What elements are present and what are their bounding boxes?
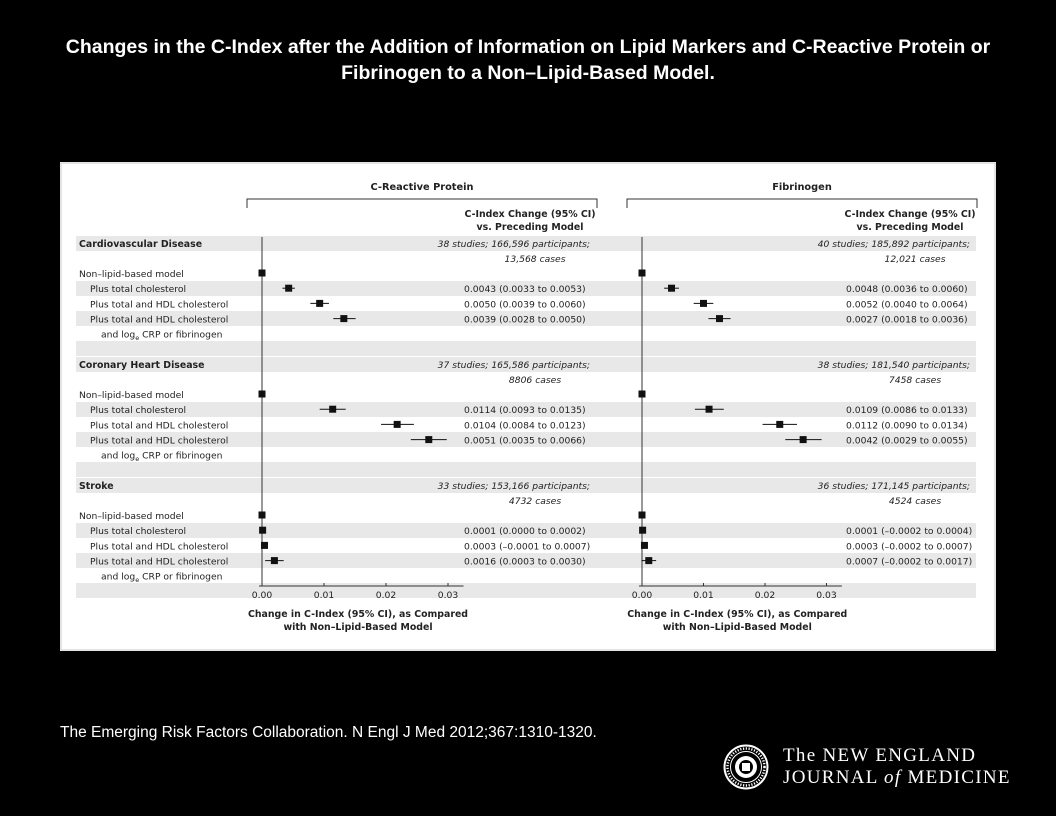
row-label-subscript: e	[135, 455, 140, 464]
row-label: Plus total and HDL cholesterol	[90, 314, 229, 326]
ci-text: 0.0001 (–0.0002 to 0.0004)	[846, 526, 973, 538]
x-tick-label: 0.01	[693, 590, 714, 601]
x-axis-label-line1: Change in C-Index (95% CI), as Compared	[627, 609, 848, 620]
point-marker	[259, 512, 266, 519]
journal-line-1: The NEW ENGLAND	[783, 745, 977, 766]
panel-title: Fibrinogen	[772, 182, 832, 193]
group-name: Cardiovascular Disease	[79, 239, 203, 250]
ci-text: 0.0043 (0.0033 to 0.0053)	[464, 284, 586, 296]
x-axis-label-line2: with Non–Lipid-Based Model	[283, 622, 433, 633]
x-axis-label-line2: with Non–Lipid-Based Model	[662, 622, 812, 633]
point-marker	[340, 315, 347, 322]
point-marker	[259, 270, 266, 277]
ci-text: 0.0003 (–0.0002 to 0.0007)	[846, 541, 973, 553]
x-tick-label: 0.03	[816, 590, 837, 601]
point-marker	[271, 557, 278, 564]
column-header-line2: vs. Preceding Model	[856, 222, 964, 233]
ci-text: 0.0003 (–0.0001 to 0.0007)	[464, 541, 591, 553]
x-tick-label: 0.00	[251, 590, 273, 601]
point-marker	[776, 421, 783, 428]
ci-text: 0.0007 (–0.0002 to 0.0017)	[846, 556, 973, 568]
group-info-line1: 37 studies; 165,586 participants;	[437, 360, 590, 371]
slide-title: Changes in the C-Index after the Addition of Information on Lipid Markers and C-Reactive Protein or Fibrinogen to a Non–Lipid-Based Model.	[65, 36, 991, 84]
ci-text: 0.0052 (0.0040 to 0.0064)	[846, 299, 968, 311]
ci-text: 0.0016 (0.0003 to 0.0030)	[464, 556, 586, 568]
point-marker	[285, 285, 292, 292]
row-stripe	[76, 462, 976, 477]
journal-word-of: of	[884, 767, 902, 788]
point-marker	[668, 285, 675, 292]
point-marker	[706, 406, 713, 413]
ci-text: 0.0048 (0.0036 to 0.0060)	[846, 284, 968, 296]
row-label: Plus total cholesterol	[90, 526, 187, 538]
group-info-line2: 13,568 cases	[504, 254, 566, 265]
ci-text: 0.0112 (0.0090 to 0.0134)	[846, 420, 968, 432]
column-header-line2: vs. Preceding Model	[476, 222, 584, 233]
row-label-line2: and $\log_e$ CRP or fibrinogen	[101, 571, 223, 585]
journal-word-medicine: MEDICINE	[907, 767, 1011, 788]
point-marker	[639, 270, 646, 277]
row-label: Plus total and HDL cholesterol	[90, 420, 229, 432]
group-info-line2: 12,021 cases	[884, 254, 946, 265]
ci-text: 0.0050 (0.0039 to 0.0060)	[464, 299, 586, 311]
point-marker	[316, 300, 323, 307]
forest-plot-svg	[60, 162, 996, 651]
point-marker	[639, 391, 646, 398]
forest-plot-panel	[60, 162, 996, 651]
column-header-line1: C-Index Change (95% CI)	[844, 209, 976, 220]
row-label-rest: CRP or fibrinogen	[139, 329, 223, 341]
journal-word-journal: JOURNAL	[783, 767, 878, 788]
x-tick-label: 0.03	[437, 590, 459, 601]
column-header-line1: C-Index Change (95% CI)	[464, 209, 596, 220]
x-axis-label-line1: Change in C-Index (95% CI), as Compared	[247, 609, 469, 620]
point-marker	[641, 542, 648, 549]
row-label: Plus total and HDL cholesterol	[90, 435, 229, 447]
row-label: Plus total and HDL cholesterol	[90, 541, 229, 553]
panel-title: C-Reactive Protein	[370, 182, 474, 193]
nejm-wordmark	[783, 745, 1011, 789]
point-marker	[259, 391, 266, 398]
point-marker	[259, 527, 266, 534]
group-info-line2: 4524 cases	[888, 496, 942, 507]
group-info-line2: 8806 cases	[508, 375, 562, 386]
row-label-rest: CRP or fibrinogen	[139, 571, 223, 583]
point-marker	[329, 406, 336, 413]
row-label: Plus total and HDL cholesterol	[90, 556, 229, 568]
point-marker	[394, 421, 401, 428]
ci-text: 0.0051 (0.0035 to 0.0066)	[464, 435, 586, 447]
point-marker	[645, 557, 652, 564]
ci-text: 0.0042 (0.0029 to 0.0055)	[846, 435, 968, 447]
citation: The Emerging Risk Factors Collaboration. N Engl J Med 2012;367:1310-1320.	[60, 724, 597, 741]
group-name: Coronary Heart Disease	[79, 360, 205, 371]
x-tick-label: 0.01	[313, 590, 335, 601]
group-name: Stroke	[79, 481, 114, 492]
point-marker	[639, 527, 646, 534]
point-marker	[716, 315, 723, 322]
group-info-line1: 38 studies; 181,540 participants;	[817, 360, 970, 371]
row-label-subscript: e	[135, 334, 140, 343]
group-info-line1: 40 studies; 185,892 participants;	[817, 239, 970, 250]
ci-text: 0.0109 (0.0086 to 0.0133)	[846, 405, 968, 417]
ci-text: 0.0027 (0.0018 to 0.0036)	[846, 314, 968, 326]
journal-line-2	[783, 767, 1011, 789]
group-info-line1: 36 studies; 171,145 participants;	[817, 481, 970, 492]
row-label-line2: and $\log_e$ CRP or fibrinogen	[101, 329, 223, 343]
point-marker	[639, 512, 646, 519]
row-label: Plus total and HDL cholesterol	[90, 299, 229, 311]
panel-bracket	[627, 199, 977, 208]
row-label: Non–lipid-based model	[79, 511, 184, 522]
point-marker	[800, 436, 807, 443]
x-tick-label: 0.02	[375, 590, 397, 601]
row-label-rest: CRP or fibrinogen	[139, 450, 223, 462]
group-info-line1: 38 studies; 166,596 participants;	[437, 239, 590, 250]
row-label: Non–lipid-based model	[79, 390, 184, 401]
ci-text: 0.0039 (0.0028 to 0.0050)	[464, 314, 586, 326]
group-info-line2: 7458 cases	[888, 375, 942, 386]
ci-text: 0.0104 (0.0084 to 0.0123)	[464, 420, 586, 432]
ci-text: 0.0001 (0.0000 to 0.0002)	[464, 526, 586, 538]
ci-text: 0.0114 (0.0093 to 0.0135)	[464, 405, 586, 417]
point-marker	[700, 300, 707, 307]
nejm-seal-icon	[723, 744, 769, 790]
row-stripe	[76, 583, 976, 598]
x-tick-label: 0.00	[631, 590, 653, 601]
row-label-subscript: e	[135, 576, 140, 585]
point-marker	[261, 542, 268, 549]
row-label: Non–lipid-based model	[79, 269, 184, 280]
x-tick-label: 0.02	[754, 590, 776, 601]
row-stripe	[76, 341, 976, 356]
point-marker	[425, 436, 432, 443]
row-label: Plus total cholesterol	[90, 405, 187, 417]
panel-bracket	[247, 199, 597, 208]
group-info-line2: 4732 cases	[508, 496, 562, 507]
row-label-line2: and $\log_e$ CRP or fibrinogen	[101, 450, 223, 464]
group-info-line1: 33 studies; 153,166 participants;	[437, 481, 590, 492]
row-label: Plus total cholesterol	[90, 284, 187, 296]
